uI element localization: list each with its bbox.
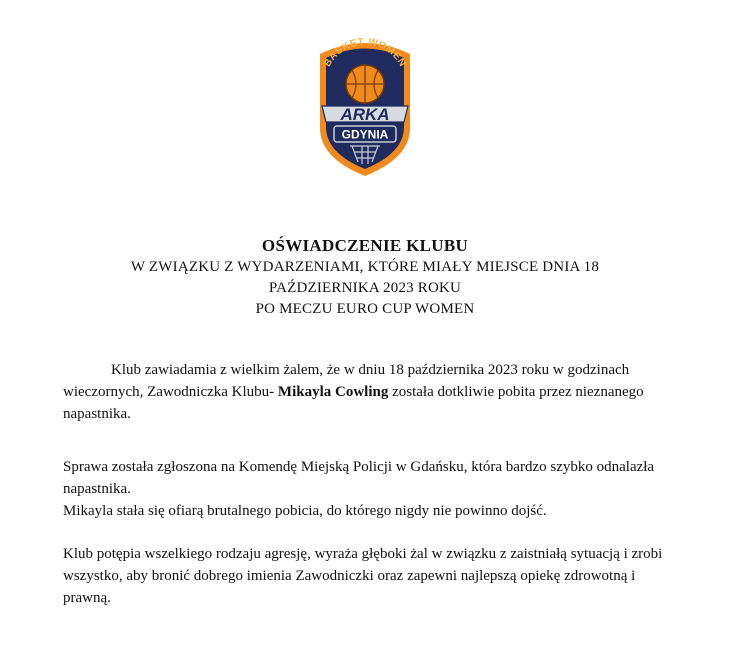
- paragraph-3: [63, 543, 663, 609]
- statement-subtitle-line-2: PAŹDZIERNIKA 2023 ROKU: [268, 280, 462, 296]
- paragraph-1-text-start: Klub zawiadamia z wielkim żalem, że w dniu 18 października 2023 roku w godzinach wieczornych, Zawodniczka Klubu-: [63, 362, 630, 400]
- paragraph-3-text: Klub potępia wszelkiego rodzaju agresję, wyraża głęboki żal w związku z zaistniałą sytuacją i zrobi wszystko, aby bronić dobrego imienia Zawodniczki oraz zapewni najlepszą opiekę zdrowotną i prawną.: [63, 546, 663, 606]
- player-name: Mikayla Cowling: [277, 384, 389, 400]
- paragraph-2-line-2: Mikayla stała się ofiarą brutalnego pobicia, do którego nigdy nie powinno dojść.: [63, 503, 547, 519]
- statement-subtitle-line-3: PO MECZU EURO CUP WOMEN: [255, 301, 475, 317]
- svg-text:GDYNIA: GDYNIA: [341, 127, 389, 142]
- statement-title: OŚWIADCZENIE KLUBU: [261, 236, 469, 255]
- svg-text:ARKA: ARKA: [340, 105, 390, 124]
- svg-text:BASKET WOMEN: BASKET WOMEN: [321, 36, 409, 69]
- arka-gdynia-logo: [312, 30, 418, 180]
- statement-heading: [0, 235, 730, 320]
- paragraph-1: [63, 359, 663, 425]
- paragraph-1-text-end: została dotkliwie pobita przez nieznanego napastnika.: [63, 384, 644, 422]
- paragraph-2: [63, 456, 663, 522]
- statement-subtitle-line-1: W ZWIĄZKU Z WYDARZENIAMI, KTÓRE MIAŁY MIEJSCE DNIA 18: [130, 259, 600, 275]
- paragraph-2-line-1: Sprawa została zgłoszona na Komendę Miejską Policji w Gdańsku, która bardzo szybko odnalazła napastnika.: [63, 459, 655, 497]
